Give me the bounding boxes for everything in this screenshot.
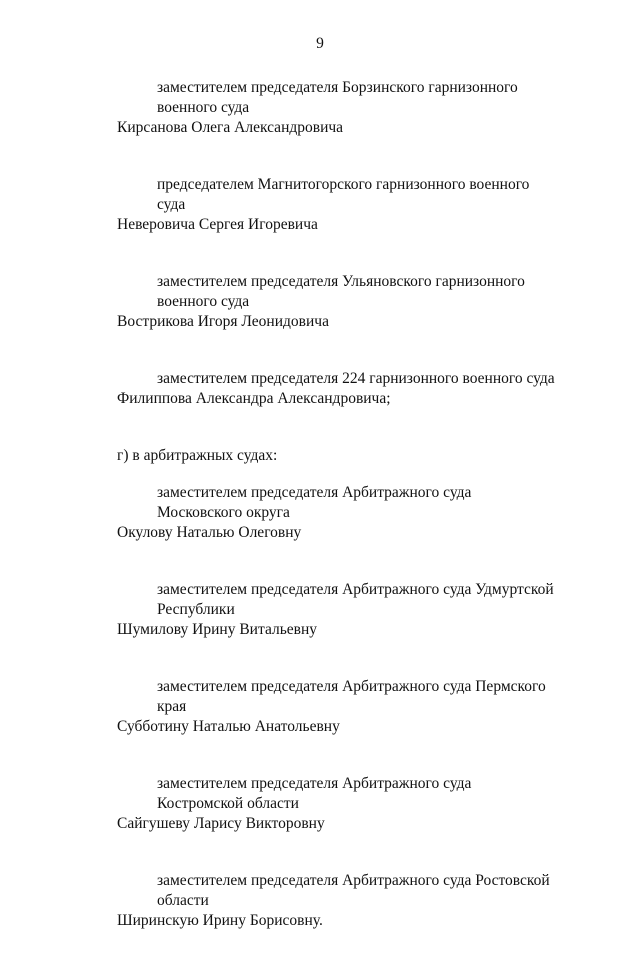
person-name: Окулову Наталью Олеговну	[117, 524, 302, 541]
appointment-entry	[117, 774, 572, 834]
person-name: Филиппова Александра Александровича;	[117, 390, 391, 407]
position-text: заместителем председателя Арбитражного суда Пермского края	[157, 678, 546, 715]
person-name: Вострикова Игоря Леонидовича	[117, 313, 329, 330]
page-number: 9	[316, 35, 324, 52]
person-name: Кирсанова Олега Александровича	[117, 119, 344, 136]
position-text: заместителем председателя Арбитражного суда Костромской области	[157, 775, 472, 812]
appointment-entry	[117, 483, 572, 543]
person-name: Субботину Наталью Анатольевну	[117, 718, 340, 735]
appointment-entry	[117, 78, 572, 138]
document-body	[117, 78, 572, 968]
position-text: заместителем председателя 224 гарнизонного военного суда	[157, 370, 555, 387]
appointment-entry	[117, 272, 572, 332]
position-text: заместителем председателя Арбитражного суда Московского округа	[157, 484, 472, 521]
appointment-entry	[117, 369, 572, 409]
position-text: заместителем председателя Арбитражного суда Ростовской области	[157, 872, 550, 909]
appointment-entry	[117, 677, 572, 737]
position-text: заместителем председателя Ульяновского гарнизонного военного суда	[157, 273, 525, 310]
person-name: Ширинскую Ирину Борисовну.	[117, 912, 323, 929]
person-name: Шумилову Ирину Витальевну	[117, 621, 318, 638]
person-name: Сайгушеву Ларису Викторовну	[117, 815, 325, 832]
position-text: заместителем председателя Борзинского гарнизонного военного суда	[157, 79, 518, 116]
section-heading-arbitration-courts: г) в арбитражных судах:	[117, 447, 278, 464]
appointment-entry	[117, 871, 572, 931]
appointment-entry	[117, 175, 572, 235]
position-text: председателем Магнитогорского гарнизонного военного суда	[157, 176, 530, 213]
position-text: заместителем председателя Арбитражного суда Удмуртской Республики	[157, 581, 554, 618]
person-name: Неверовича Сергея Игоревича	[117, 216, 318, 233]
appointment-entry	[117, 580, 572, 640]
